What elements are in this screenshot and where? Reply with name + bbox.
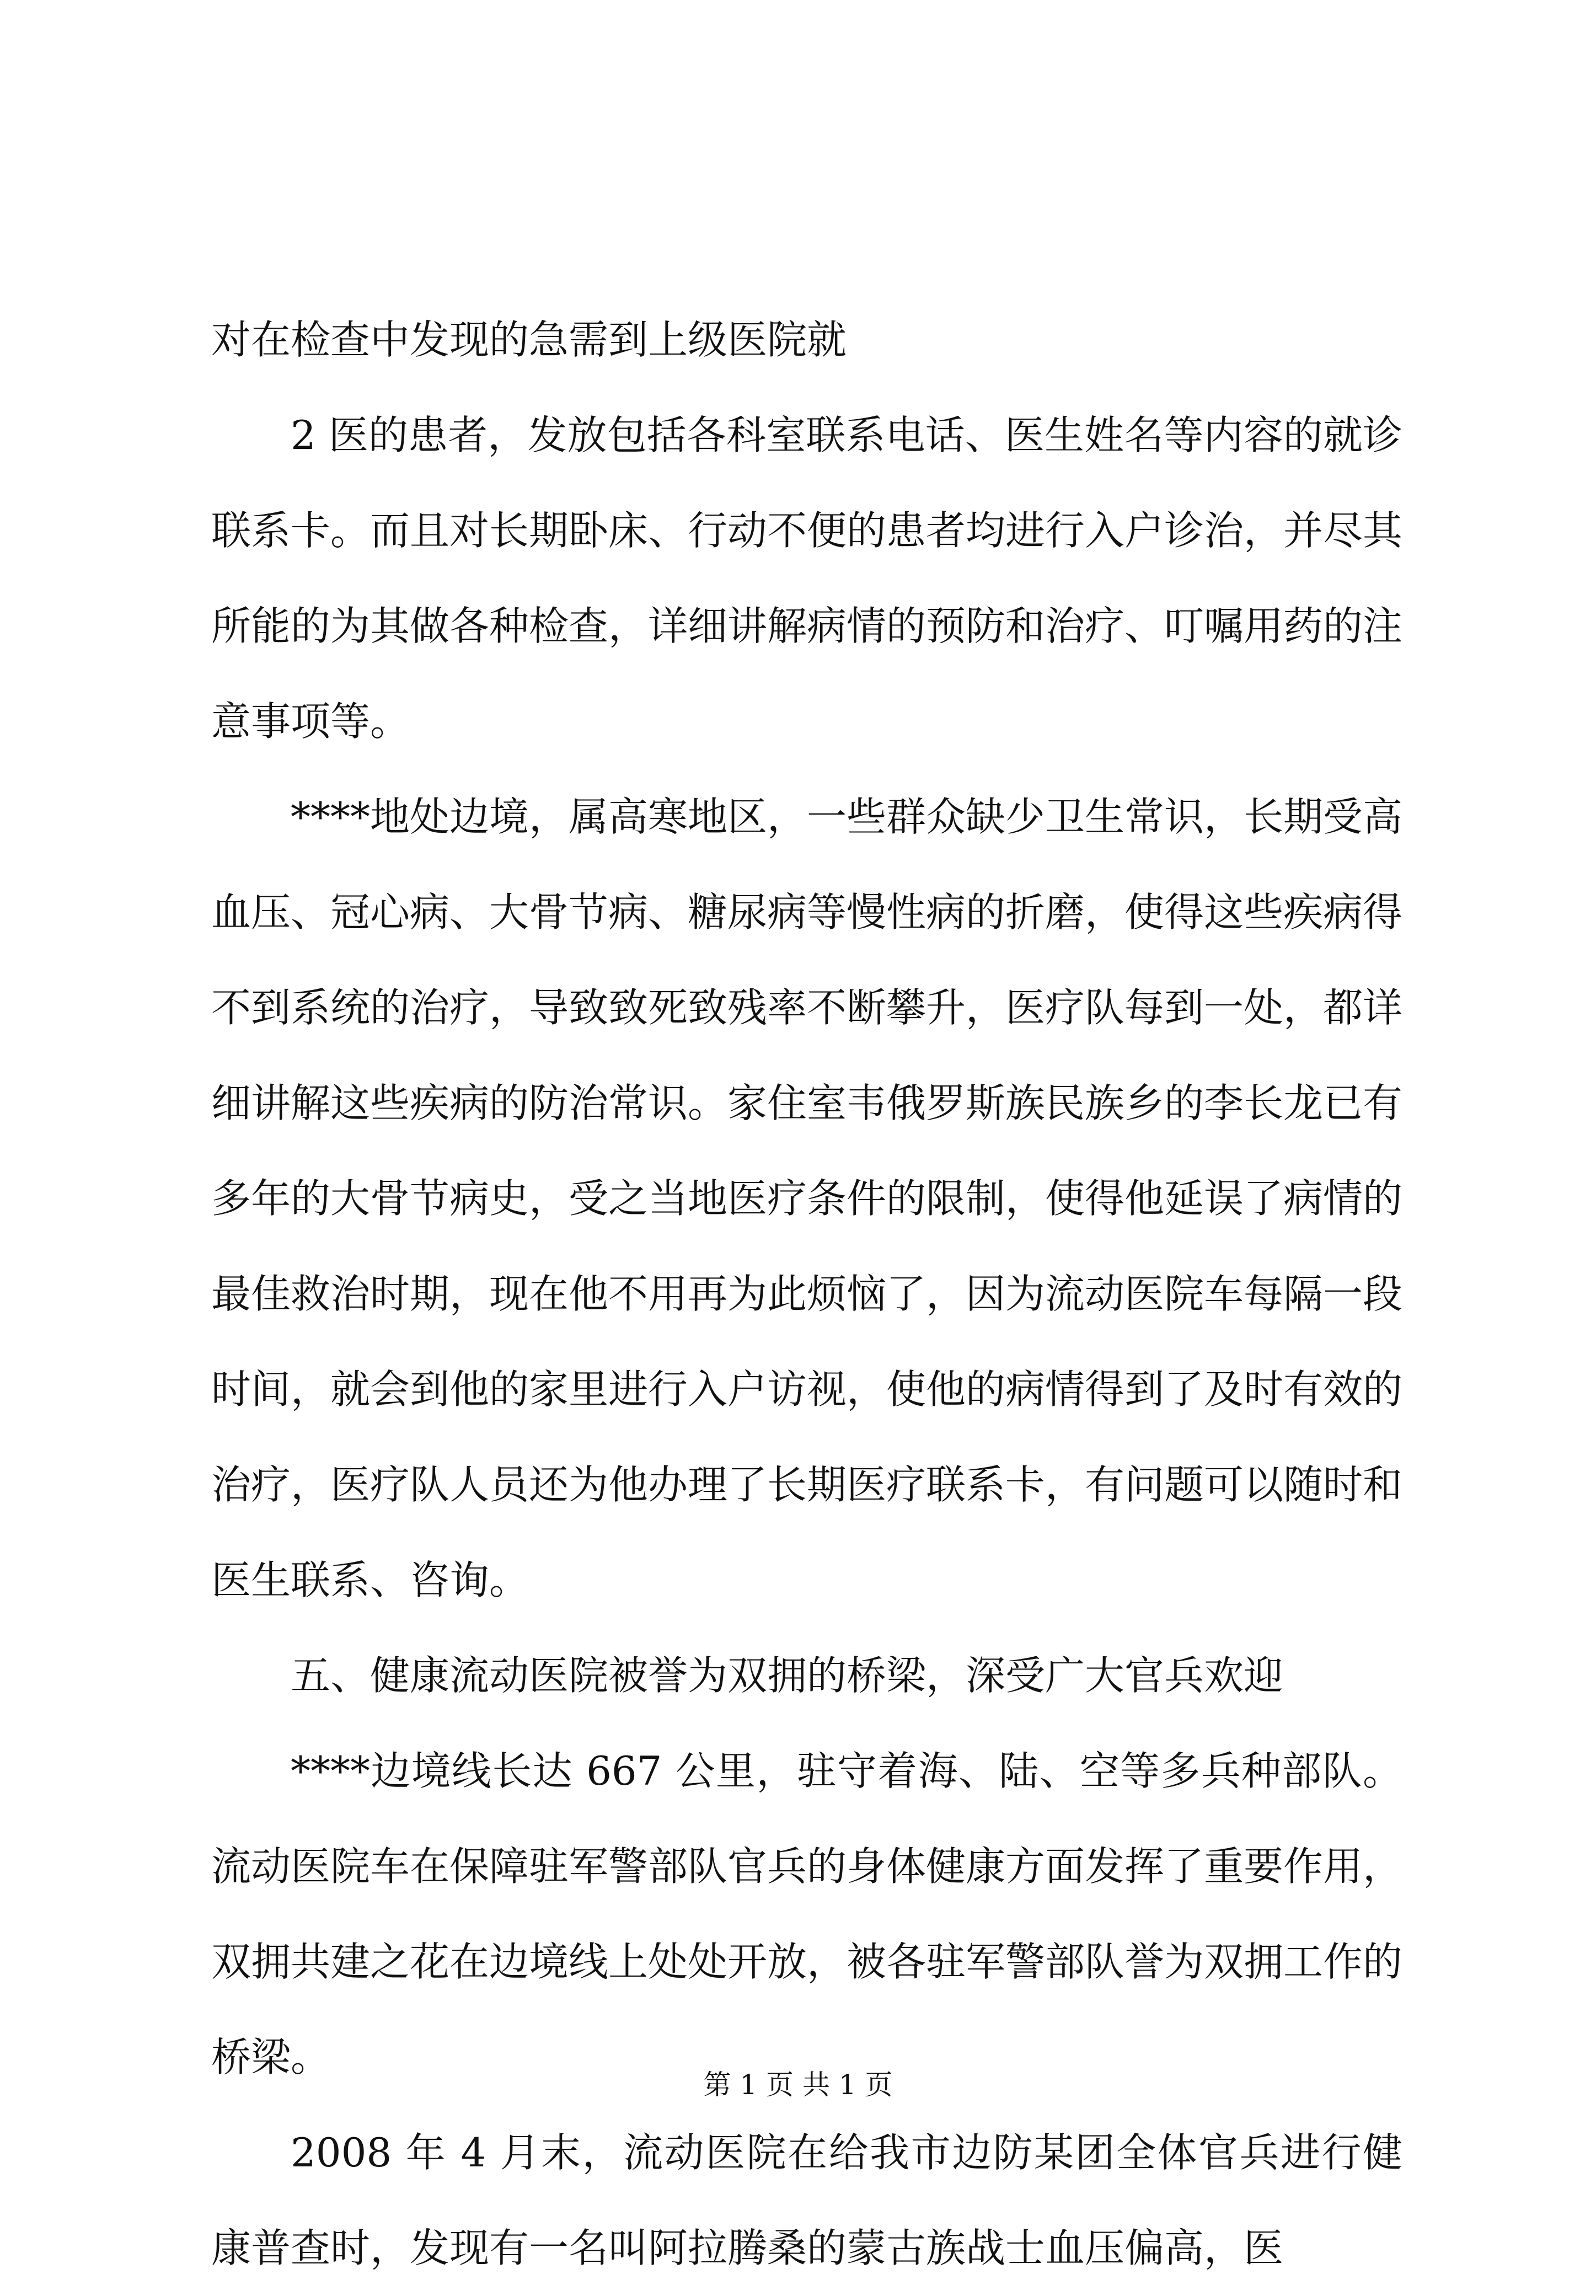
paragraph-5: 2008 年 4 月末，流动医院在给我市边防某团全体官兵进行健康普查时，发现有一名叫阿拉腾桑的蒙古族战士血压偏高，医: [211, 2129, 1402, 2271]
paragraph-1: 对在检查中发现的急需到上级医院就: [211, 317, 847, 363]
paragraph-4: ****边境线长达 667 公里，驻守着海、陆、空等多兵种部队。流动医院车在保障驻军警部队官兵的身体健康方面发挥了重要作用，双拥共建之花在边境线上处处开放，被各驻军警部队誉为双拥工作的桥梁。: [211, 1748, 1403, 2080]
section-heading: 五、健康流动医院被誉为双拥的桥梁，深受广大官兵欢迎: [291, 1652, 1284, 1699]
document-body: [211, 292, 1402, 2296]
paragraph-2: 2 医的患者，发放包括各科室联系电话、医生姓名等内容的就诊联系卡。而且对长期卧床、行动不便的患者均进行入户诊治，并尽其所能的为其做各种检查，详细讲解病情的预防和治疗、叮嘱用药的注意事项等。: [211, 412, 1403, 745]
paragraph-3: ****地处边境，属高寒地区，一些群众缺少卫生常识，长期受高血压、冠心病、大骨节病、糖尿病等慢性病的折磨，使得这些疾病得不到系统的治疗，导致致死致残率不断攀升，医疗队每到一处，都详细讲解这些疾病的防治常识。家住室韦俄罗斯族民族乡的李长龙已有多年的大骨节病史，受之当地医疗条件的限制，使得他延误了病情的最佳救治时期，现在他不用再为此烦恼了，因为流动医院车每隔一段时间，就会到他的家里进行入户访视，使他的病情得到了及时有效的治疗，医疗队人员还为他办理了长期医疗联系卡，有问题可以随时和医生联系、咨询。: [211, 794, 1403, 1603]
page-number-footer: 第 1 页 共 1 页: [703, 2069, 893, 2101]
